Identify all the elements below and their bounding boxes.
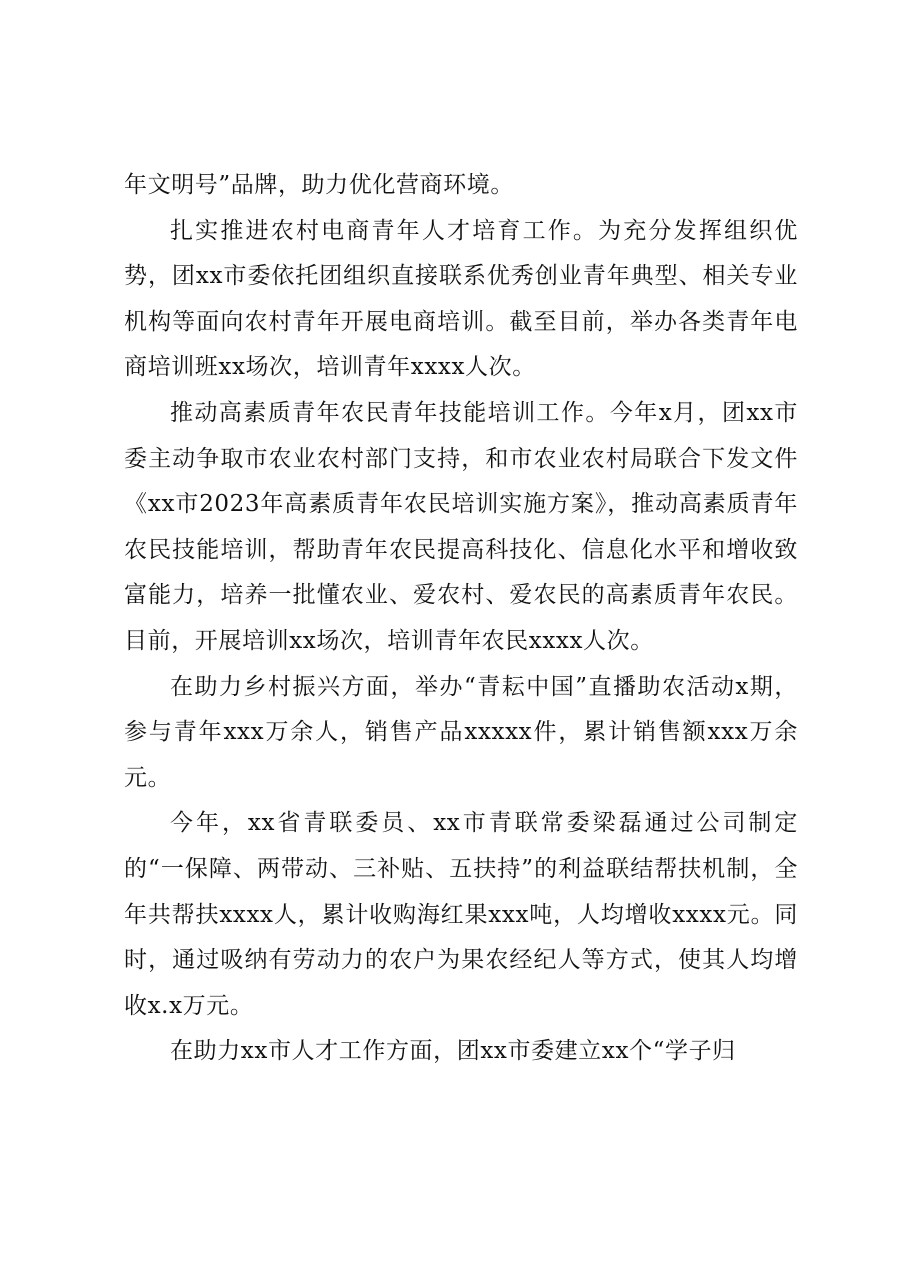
paragraph-rural-revitalization: 在助力乡村振兴方面，举办“青耘中国”直播助农活动x期，参与青年xxx万余人，销售产品xxxxx件，累计销售额xxx万余元。 (124, 673, 798, 791)
paragraph-talent-work: 在助力xx市人才工作方面，团xx市委建立xx个“学子归 (170, 1038, 736, 1065)
paragraph-assistance-mechanism: 今年，xx省青联委员、xx市青联常委梁磊通过公司制定的“一保障、两带动、三补贴、五扶持”的利益联结帮扶机制，全年共帮扶xxxx人，累计收购海红果xxx吨，人均增收xxxx元。同时，通过吸纳有劳动力的农户为果农经纪人等方式，使其人均增收x.x万元。 (124, 810, 798, 1019)
paragraph-ecommerce-training: 扎实推进农村电商青年人才培育工作。为充分发挥组织优势，团xx市委依托团组织直接联系优秀创业青年典型、相关专业机构等面向农村青年开展电商培训。截至目前，举办各类青年电商培训班xx场次，培训青年xxxx人次。 (124, 217, 798, 381)
document-body (124, 163, 798, 1075)
paragraph-farmer-skills-training: 推动高素质青年农民青年技能培训工作。今年x月，团xx市委主动争取市农业农村部门支持，和市农业农村局联合下发文件《xx市2023年高素质青年农民培训实施方案》，推动高素质青年农民技能培训，帮助青年农民提高科技化、信息化水平和增收致富能力，培养一批懂农业、爱农村、爱农民的高素质青年农民。目前，开展培训xx场次，培训青年农民xxxx人次。 (124, 399, 798, 654)
paragraph-continuation: 年文明号”品牌，助力优化营商环境。 (124, 172, 514, 198)
